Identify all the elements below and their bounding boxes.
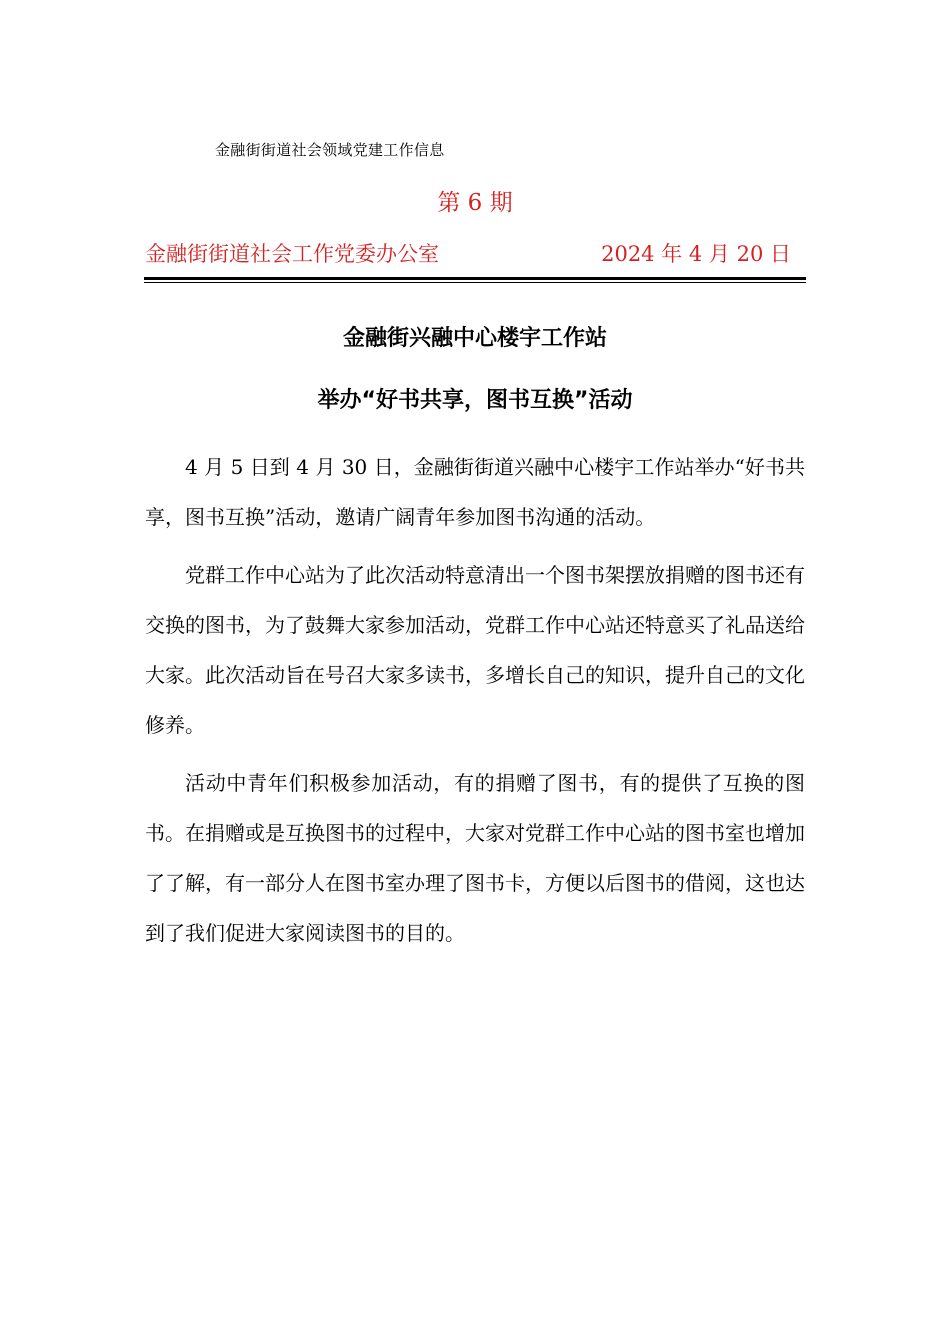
- article-title-line-2: 举办“好书共享，图书互换”活动: [317, 388, 633, 413]
- article-paragraph: 4 月 5 日到 4 月 30 日，金融街街道兴融中心楼宇工作站举办“好书共享，图书互换”活动，邀请广阔青年参加图书沟通的活动。: [145, 455, 805, 529]
- header-divider-thick: [144, 277, 806, 280]
- article-body: [145, 442, 805, 966]
- issue-date: 2024 年 4 月 20 日: [601, 242, 791, 266]
- article-title-line-1: 金融街兴融中心楼宇工作站: [342, 326, 607, 351]
- article-paragraph: 党群工作中心站为了此次活动特意清出一个图书架摆放捐赠的图书还有交换的图书，为了鼓舞大家参加活动，党群工作中心站还特意买了礼品送给大家。此次活动旨在号召大家多读书，多增长自己的知识，提升自己的文化修养。: [145, 563, 805, 737]
- issue-number: 第 6 期: [437, 190, 513, 216]
- header-divider-thin: [144, 282, 806, 283]
- article-paragraph: 活动中青年们积极参加活动，有的捐赠了图书，有的提供了互换的图书。在捐赠或是互换图书的过程中，大家对党群工作中心站的图书室也增加了了解，有一部分人在图书室办理了图书卡，方便以后图书的借阅，这也达到了我们促进大家阅读图书的目的。: [145, 771, 805, 945]
- bulletin-series-title: 金融街街道社会领域党建工作信息: [215, 141, 445, 159]
- issuer-name: 金融街街道社会工作党委办公室: [145, 242, 439, 266]
